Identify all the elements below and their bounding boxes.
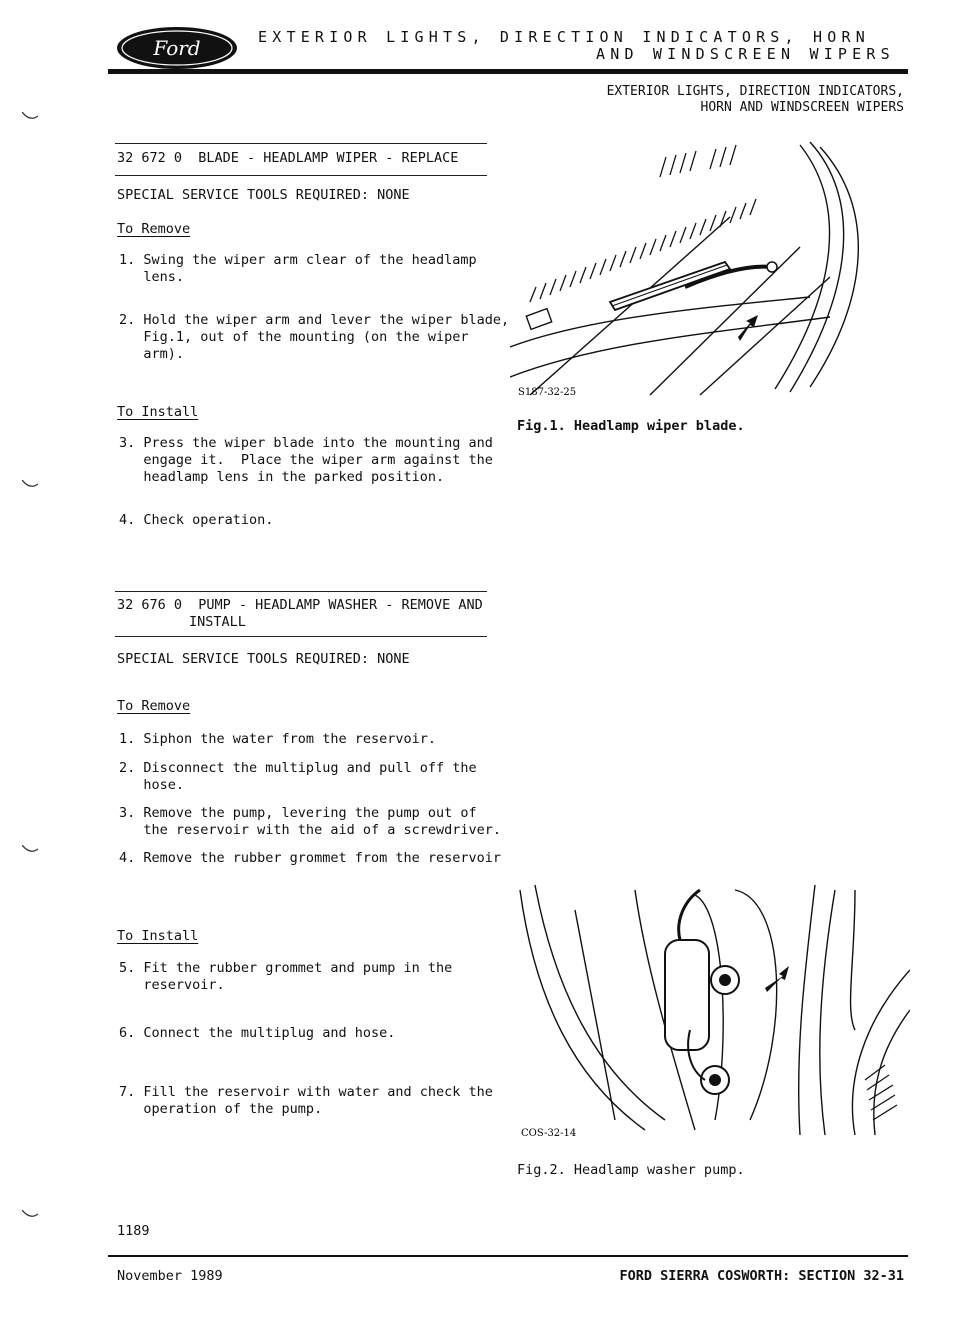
section1-bottom-rule (115, 175, 487, 176)
margin-tick-mark (22, 1210, 38, 1218)
figure-1-illustration (510, 137, 910, 399)
subheader-line1: EXTERIOR LIGHTS, DIRECTION INDICATORS, (606, 84, 904, 99)
section2-bottom-rule (115, 636, 487, 637)
figure-2-code: COS-32-14 (521, 1128, 577, 1139)
section1-step-1: 1. Swing the wiper arm clear of the headlamp lens. (119, 252, 477, 285)
section2-install-heading: To Install (117, 928, 199, 944)
ford-logo (116, 26, 238, 70)
section2-heading-line1: 32 676 0 PUMP - HEADLAMP WASHER - REMOVE AND (117, 597, 483, 613)
section2-step-2: 2. Disconnect the multiplug and pull off the hose. (119, 760, 477, 793)
svg-text:Ford: Ford (153, 36, 201, 60)
footer-rule (108, 1255, 908, 1257)
section1-remove-heading: To Remove (117, 221, 191, 237)
figure-1-caption: Fig.1. Headlamp wiper blade. (517, 418, 745, 434)
section1-install-heading: To Install (117, 404, 199, 420)
subheader (607, 84, 904, 116)
page-number: 1189 (117, 1223, 150, 1239)
section2-top-rule (115, 591, 487, 592)
section1-step-4: 4. Check operation. (119, 512, 274, 528)
margin-tick-mark (22, 480, 38, 488)
footer-date: November 1989 (117, 1268, 223, 1284)
section2-step-6: 6. Connect the multiplug and hose. (119, 1025, 396, 1041)
section2-tools: SPECIAL SERVICE TOOLS REQUIRED: NONE (117, 651, 410, 667)
section2-step-7: 7. Fill the reservoir with water and check the operation of the pump. (119, 1084, 493, 1117)
subheader-line2: HORN AND WINDSCREEN WIPERS (700, 100, 904, 115)
footer-section: FORD SIERRA COSWORTH: SECTION 32-31 (619, 1268, 904, 1284)
section2-step-3: 3. Remove the pump, levering the pump out of the reservoir with the aid of a screwdriver. (119, 805, 502, 838)
margin-tick-mark (22, 112, 38, 120)
section2-step-4: 4. Remove the rubber grommet from the reservoir (119, 850, 502, 866)
header-title-line1: EXTERIOR LIGHTS, DIRECTION INDICATORS, HORN (258, 28, 870, 46)
section2-heading-line2: INSTALL (189, 614, 246, 630)
section1-heading: 32 672 0 BLADE - HEADLAMP WIPER - REPLACE (117, 150, 459, 166)
header-title-line2: AND WINDSCREEN WIPERS (596, 45, 895, 63)
figure-2-caption: Fig.2. Headlamp washer pump. (517, 1162, 745, 1178)
figure-1-code: S187-32-25 (518, 387, 577, 398)
header-rule (108, 69, 908, 74)
margin-tick-mark (22, 845, 38, 853)
figure-2-illustration (515, 880, 910, 1142)
section1-step-2: 2. Hold the wiper arm and lever the wiper blade, Fig.1, out of the mounting (on the wiper arm). (119, 312, 510, 362)
section1-step-3: 3. Press the wiper blade into the mounting and engage it. Place the wiper arm against the headlamp lens in the parked position. (119, 435, 493, 485)
section2-remove-heading: To Remove (117, 698, 191, 714)
section1-tools: SPECIAL SERVICE TOOLS REQUIRED: NONE (117, 187, 410, 203)
section2-step-5: 5. Fit the rubber grommet and pump in the reservoir. (119, 960, 453, 993)
section1-top-rule (115, 143, 487, 144)
section2-step-1: 1. Siphon the water from the reservoir. (119, 731, 436, 747)
